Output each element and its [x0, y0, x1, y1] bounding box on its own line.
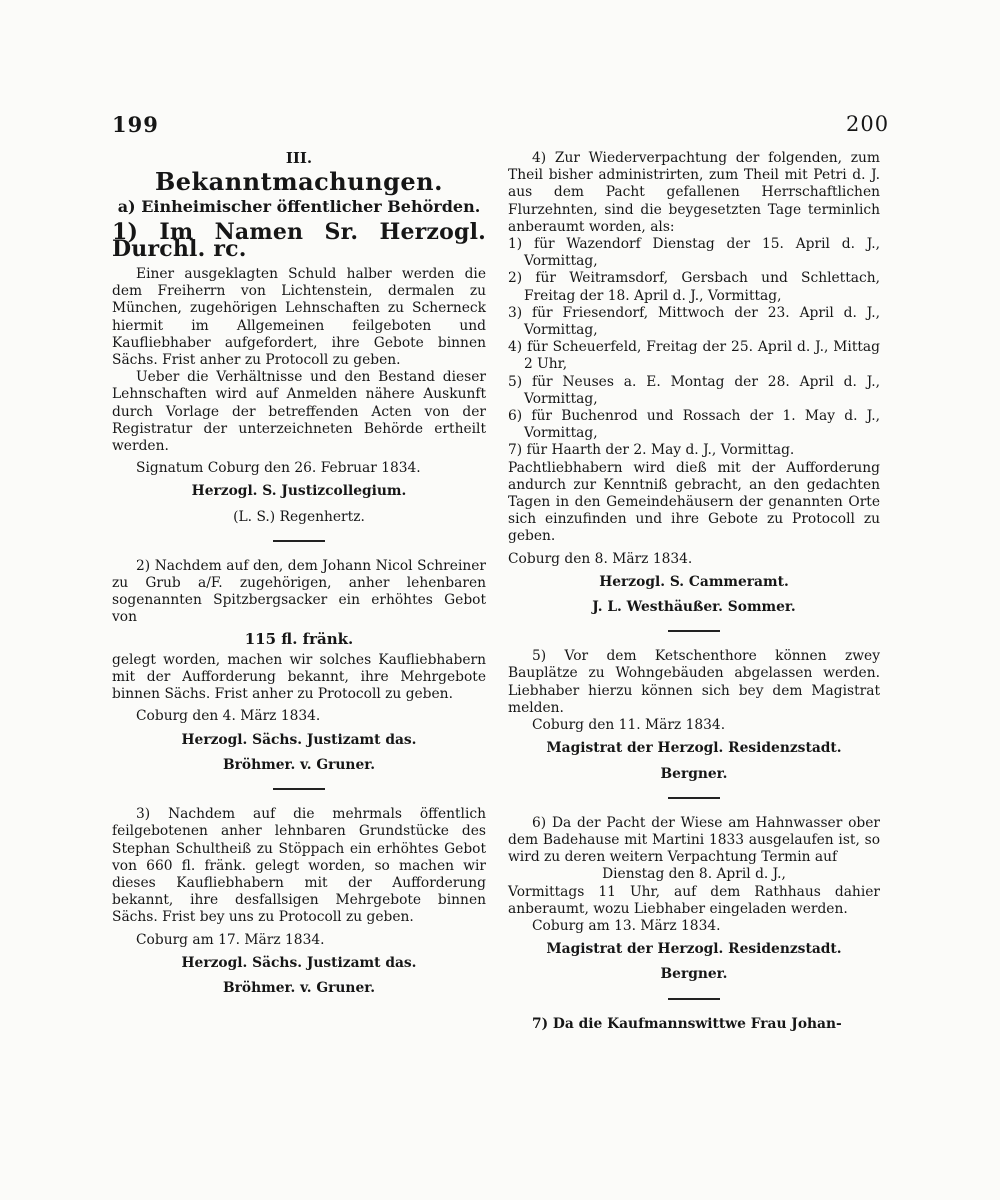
- notice-signer: Bergner.: [660, 966, 728, 983]
- schedule-item: 5) für Neuses a. E. Montag der 28. April d. J., Vormittag,: [508, 373, 880, 407]
- notice-4: [508, 150, 880, 616]
- notice-paragraph: 2) Nachdem auf den, dem Johann Nicol Schreiner zu Grub a/F. zugehörigen, anher lehenbaren sogenannten Spitzbergsacker ein erhöhtes Gebot von: [112, 557, 486, 626]
- notice-date: Coburg den 11. März 1834.: [532, 717, 726, 734]
- schedule-item: 7) für Haarth der 2. May d. J., Vormittag.: [508, 442, 795, 459]
- schedule-list: [508, 236, 880, 460]
- notice-7: [508, 1016, 880, 1033]
- notice-date: Coburg den 8. März 1834.: [508, 550, 693, 567]
- notice-paragraph: Ueber die Verhältnisse und den Bestand dieser Lehnschaften wird auf Anmelden nähere Auskunft durch Vorlage der betreffenden Acten von der Registratur der unterzeichneten Behörde ertheilt werden.: [112, 369, 486, 455]
- notice-signer: Bergner.: [660, 765, 728, 782]
- divider-rule: [668, 630, 720, 632]
- divider-rule: [668, 797, 720, 799]
- notice-paragraph: Einer ausgeklagten Schuld halber werden die dem Freiherrn von Lichtenstein, dermalen zu München, zugehörigen Lehnschaften zu Scherneck hiermit im Allgemeinen feilgeboten und Kaufliebhaber aufgefordert, ihre Gebote binnen Sächs. Frist anher zu Protocoll zu geben.: [112, 266, 486, 369]
- section-subheading: a) Einheimischer öffentlicher Behörden.: [117, 197, 481, 217]
- divider-rule: [273, 788, 325, 790]
- schedule-item: 2) für Weitramsdorf, Gersbach und Schlettach, Freitag der 18. April d. J., Vormittag,: [508, 270, 880, 304]
- schedule-item: 4) für Scheuerfeld, Freitag der 25. April d. J., Mittag 2 Uhr,: [508, 339, 880, 373]
- notice-date: Coburg am 17. März 1834.: [136, 931, 325, 948]
- notice-title: 1) Im Namen Sr. Herzogl. Durchl. rc.: [112, 218, 486, 262]
- notice-paragraph: Vormittags 11 Uhr, auf dem Rathhaus dahier anberaumt, wozu Liebhaber eingeladen werden.: [508, 883, 880, 917]
- notice-authority: Herzogl. S. Cammeramt.: [599, 573, 789, 590]
- notice-date: Signatum Coburg den 26. Februar 1834.: [136, 460, 421, 477]
- notice-5: [508, 648, 880, 782]
- notice-paragraph: 4) Zur Wiederverpachtung der folgenden, zum Theil bisher administrirten, zum Theil mit Petri d. J. aus dem Pacht gefallenen Herrschaftlichen Flurzehnten, sind die beygesetzten Tage terminlich anberaumt worden, als:: [508, 150, 880, 235]
- divider-rule: [273, 540, 325, 542]
- left-column: [112, 150, 486, 1005]
- page-number-right: 200: [846, 112, 890, 136]
- notice-6: [508, 815, 880, 984]
- notice-paragraph: 6) Da der Pacht der Wiese am Hahnwasser ober dem Badehause mit Martini 1833 ausgelaufen ist, so wird zu deren weitern Verpachtung Termin auf: [508, 814, 880, 866]
- divider-rule: [668, 998, 720, 1000]
- right-column: [508, 150, 880, 1033]
- notice-paragraph: 3) Nachdem auf die mehrmals öffentlich feilgebotenen anher lehnbaren Grundstücke des Stephan Schultheiß zu Stöppach ein erhöhtes Gebot von 660 fl. fränk. gelegt worden, so machen wir dieses Kaufliebhabern mit der Aufforderung bekannt, ihre desfallsigen Mehrgebote binnen Sächs. Frist bey uns zu Protocoll zu geben.: [112, 806, 486, 926]
- notice-signer: J. L. Westhäußer. Sommer.: [592, 599, 796, 616]
- schedule-item: 3) für Friesendorf, Mittwoch der 23. April d. J., Vormittag,: [508, 304, 880, 339]
- notice-date: Coburg am 13. März 1834.: [532, 917, 721, 934]
- notice-authority: Magistrat der Herzogl. Residenzstadt.: [546, 941, 842, 958]
- notice-paragraph: 7) Da die Kaufmannswittwe Frau Johan-: [532, 1015, 842, 1032]
- notice-1: [112, 218, 486, 526]
- notice-signer: (L. S.) Regenhertz.: [233, 508, 365, 525]
- notice-authority: Herzogl. Sächs. Justizamt das.: [181, 731, 417, 748]
- section-heading: Bekanntmachungen.: [155, 167, 443, 197]
- section-number: III.: [285, 149, 313, 167]
- schedule-item: 1) für Wazendorf Dienstag der 15. April d. J., Vormittag,: [508, 236, 880, 270]
- notice-signer: Bröhmer. v. Gruner.: [222, 979, 376, 996]
- notice-authority: Herzogl. S. Justizcollegium.: [191, 483, 407, 500]
- notice-authority: Magistrat der Herzogl. Residenzstadt.: [546, 740, 842, 757]
- notice-date: Coburg den 4. März 1834.: [136, 708, 321, 725]
- page-number-left: 199: [112, 112, 159, 137]
- notice-paragraph: Pachtliebhabern wird dieß mit der Aufforderung andurch zur Kenntniß gebracht, an den gedachten Tagen in den Gemeindehäusern der genannten Orte sich einzufinden und ihre Gebote zu Protocoll zu geben.: [508, 459, 880, 545]
- notice-authority: Herzogl. Sächs. Justizamt das.: [181, 954, 417, 971]
- notice-paragraph: 5) Vor dem Ketschenthore können zwey Bauplätze zu Wohngebäuden abgelassen werden. Liebhaber hierzu können sich bey dem Magistrat melden.: [508, 648, 880, 716]
- schedule-item: 6) für Buchenrod und Rossach der 1. May d. J., Vormittag,: [508, 408, 880, 442]
- notice-signer: Bröhmer. v. Gruner.: [222, 756, 376, 773]
- notice-paragraph: gelegt worden, machen wir solches Kaufliebhabern mit der Aufforderung bekannt, ihre Mehrgebote binnen Sächs. Frist anher zu Protocoll zu geben.: [112, 651, 486, 703]
- notice-date-time: Dienstag den 8. April d. J.,: [602, 866, 786, 883]
- notice-3: [112, 806, 486, 997]
- notice-amount: 115 fl. fränk.: [244, 629, 354, 648]
- notice-2: [112, 558, 486, 774]
